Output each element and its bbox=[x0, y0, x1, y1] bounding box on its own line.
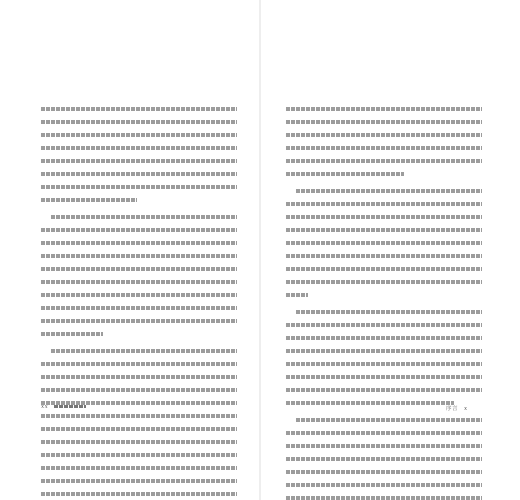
text-line bbox=[41, 116, 237, 129]
text-line bbox=[286, 453, 482, 466]
text-line bbox=[41, 289, 237, 302]
page-number: x bbox=[464, 406, 468, 412]
text-line bbox=[286, 358, 482, 371]
text-line bbox=[41, 250, 237, 263]
text-line bbox=[286, 345, 482, 358]
text-line bbox=[41, 224, 237, 237]
text-line bbox=[286, 306, 482, 319]
text-line bbox=[41, 302, 237, 315]
text-line bbox=[41, 475, 237, 488]
text-line bbox=[41, 358, 237, 371]
text-line bbox=[286, 332, 482, 345]
left-page-footer bbox=[41, 404, 86, 410]
text-line bbox=[286, 237, 482, 250]
text-line bbox=[41, 384, 237, 397]
text-line bbox=[286, 479, 482, 492]
text-line bbox=[286, 427, 482, 440]
text-line bbox=[286, 289, 482, 302]
text-line bbox=[286, 414, 482, 427]
text-line bbox=[41, 328, 237, 341]
text-line bbox=[286, 129, 482, 142]
text-line bbox=[41, 194, 237, 207]
text-line bbox=[41, 315, 237, 328]
running-title bbox=[54, 405, 86, 408]
text-line bbox=[41, 181, 237, 194]
text-line bbox=[286, 211, 482, 224]
text-line bbox=[41, 237, 237, 250]
text-line bbox=[41, 488, 237, 500]
text-line bbox=[286, 371, 482, 384]
text-line bbox=[286, 155, 482, 168]
text-line bbox=[41, 371, 237, 384]
running-head: 序言 bbox=[446, 406, 459, 412]
right-body-text bbox=[286, 103, 482, 500]
text-line bbox=[41, 211, 237, 224]
text-line bbox=[41, 462, 237, 475]
right-page bbox=[260, 0, 520, 500]
text-line bbox=[41, 155, 237, 168]
text-line bbox=[41, 423, 237, 436]
text-line bbox=[41, 129, 237, 142]
text-line bbox=[286, 116, 482, 129]
text-line bbox=[286, 276, 482, 289]
text-line bbox=[286, 224, 482, 237]
text-line bbox=[286, 142, 482, 155]
text-line bbox=[286, 263, 482, 276]
text-line bbox=[286, 168, 482, 181]
text-line bbox=[286, 492, 482, 500]
text-line bbox=[286, 319, 482, 332]
right-page-footer bbox=[446, 404, 468, 412]
text-line bbox=[286, 440, 482, 453]
text-line bbox=[41, 103, 237, 116]
text-line bbox=[41, 436, 237, 449]
text-line bbox=[286, 185, 482, 198]
text-line bbox=[41, 276, 237, 289]
text-line bbox=[41, 263, 237, 276]
text-line bbox=[41, 142, 237, 155]
text-line bbox=[41, 168, 237, 181]
text-line bbox=[41, 345, 237, 358]
text-line bbox=[41, 410, 237, 423]
page-number: xx bbox=[41, 404, 49, 410]
text-line bbox=[286, 103, 482, 116]
text-line bbox=[286, 250, 482, 263]
text-line bbox=[286, 384, 482, 397]
text-line bbox=[286, 198, 482, 211]
left-body-text bbox=[41, 103, 237, 500]
text-line bbox=[41, 449, 237, 462]
text-line bbox=[286, 466, 482, 479]
